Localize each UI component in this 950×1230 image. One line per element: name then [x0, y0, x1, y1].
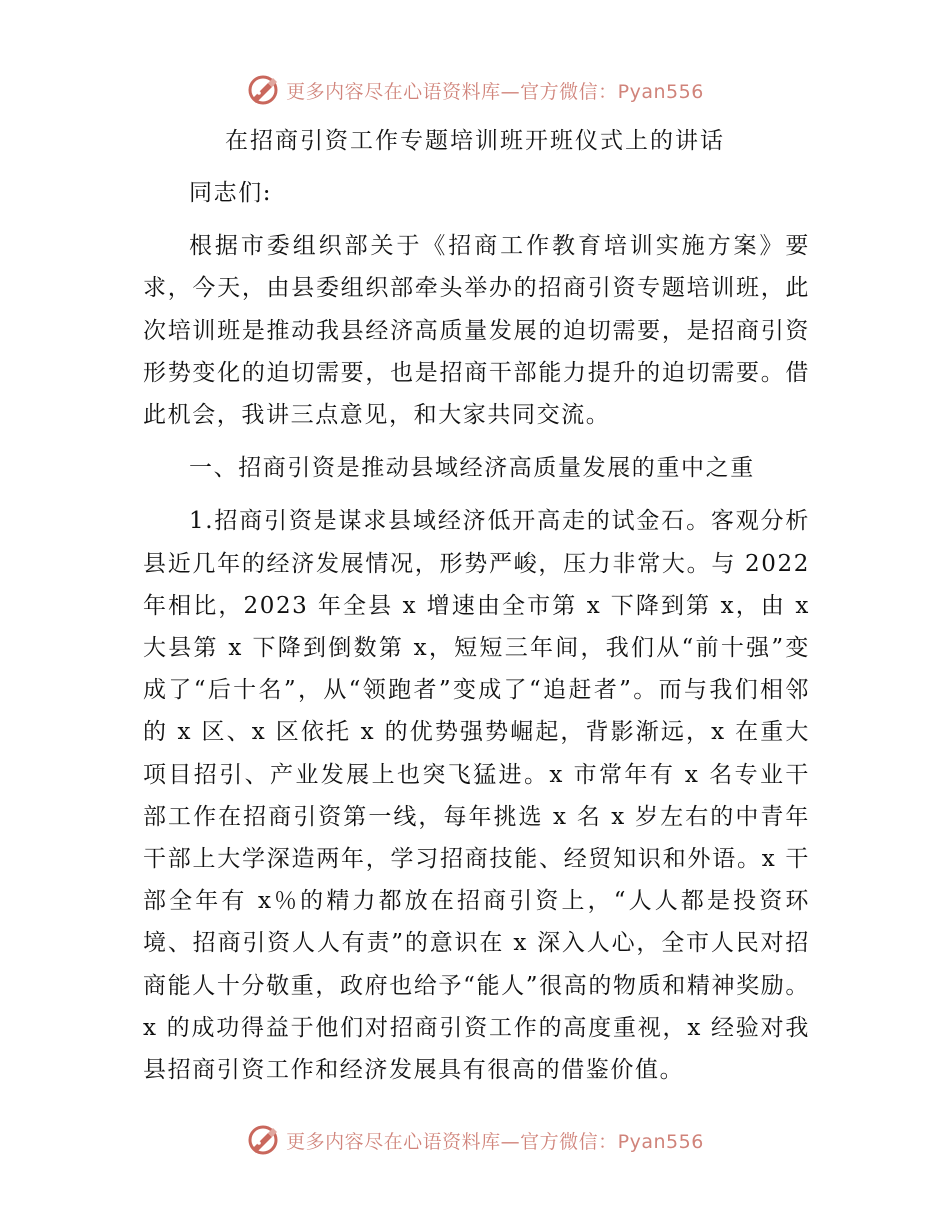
section-heading: 一、招商引资是推动县域经济高质量发展的重中之重 — [189, 455, 755, 482]
watermark-text: 更多内容尽在心语资料库—官方微信：Pyan556 — [286, 1130, 704, 1153]
watermark-banner-top — [0, 68, 950, 112]
document-title: 在招商引资工作专题培训班开班仪式上的讲话 — [225, 128, 725, 154]
pen-logo-icon — [246, 1123, 280, 1157]
pen-logo-icon — [246, 73, 280, 107]
paragraph-intro: 根据市委组织部关于《招商工作教育培训实施方案》要求，今天，由县委组织部牵头举办的招商引资专题培训班，此次培训班是推动我县经济高质量发展的迫切需要，是招商引资形势变化的迫切需要，也是招商干部能力提升的迫切需要。借此机会，我讲三点意见，和大家共同交流。 — [143, 233, 810, 429]
paragraph-point-1: 1.招商引资是谋求县域经济低开高走的试金石。客观分析县近几年的经济发展情况，形势严峻，压力非常大。与 2022年相比，2023 年全县 x 增速由全市第 x 下降到第 x，由 x 大县第 x 下降到倒数第 x，短短三年间，我们从“前十强”变成了“后十名”，从“领跑者”变成了“追赶者”。而与我们相邻的 x 区、x 区依托 x 的优势强势崛起，背影渐远，x 在重大项目招引、产业发展上也突飞猛进。x 市常年有 x 名专业干部工作在招商引资第一线，每年挑选 x 名 x 岁左右的中青年干部上大学深造两年，学习招商技能、经贸知识和外语。x 干部全年有 x％的精力都放在招商引资上，“人人都是投资环境、招商引资人人有责”的意识在 x 深入人心，全市人民对招商能人十分敬重，政府也给予“能人”很高的物质和精神奖励。x 的成功得益于他们对招商引资工作的高度重视，x 经验对我县招商引资工作和经济发展具有很高的借鉴价值。 — [143, 508, 810, 1084]
watermark-text: 更多内容尽在心语资料库—官方微信：Pyan556 — [286, 80, 704, 103]
watermark-banner-bottom — [0, 1118, 950, 1162]
document-body — [143, 172, 810, 1091]
salutation: 同志们: — [189, 180, 273, 206]
